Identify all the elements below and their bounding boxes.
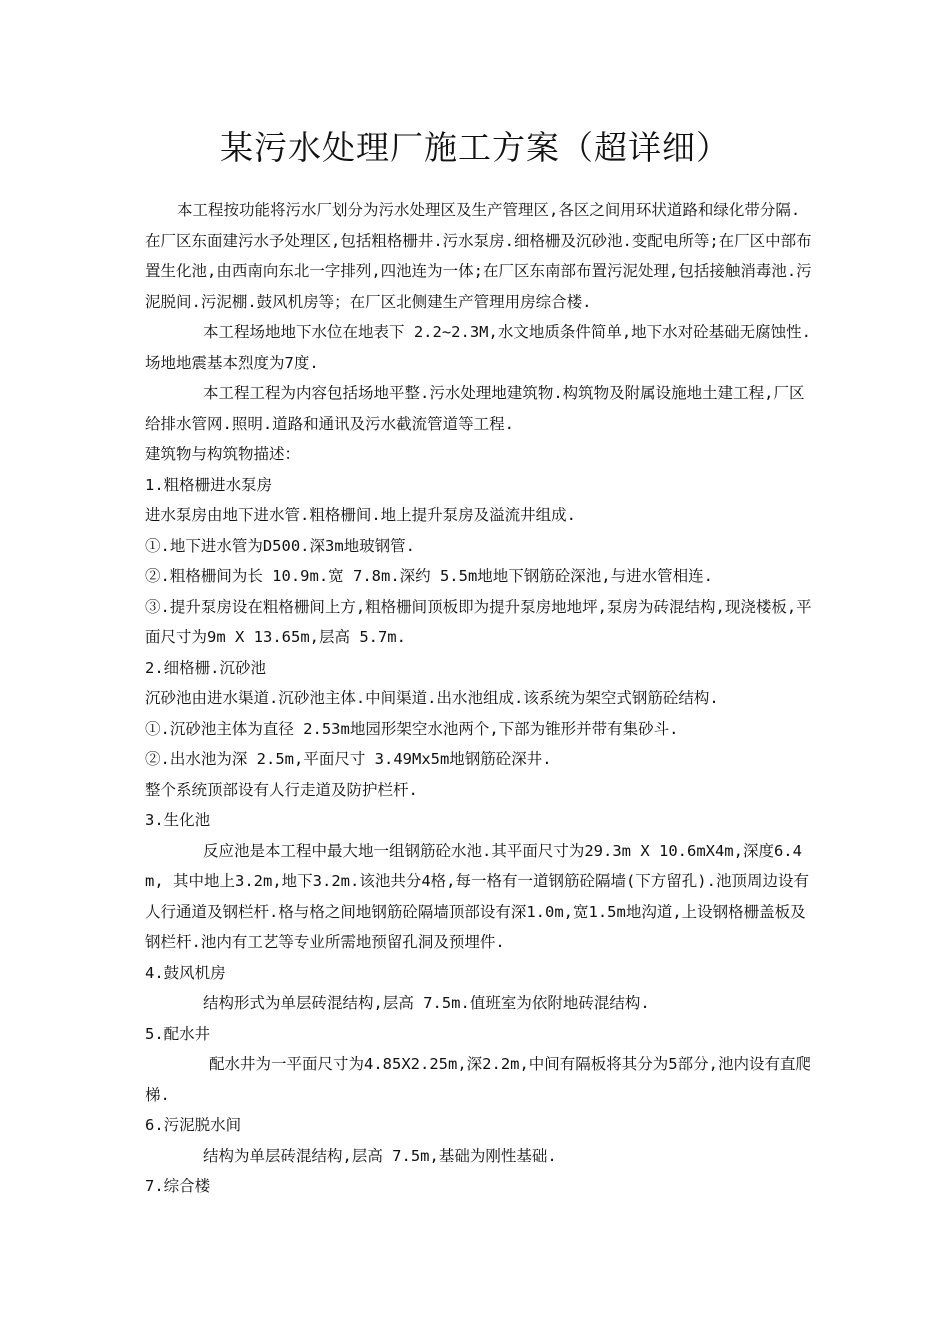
paragraph: 整个系统顶部设有人行走道及防护栏杆. bbox=[145, 780, 418, 799]
section-heading: 7.综合楼 bbox=[145, 1177, 211, 1195]
list-item: ①.地下进水管为D500.深3m地玻钢管. bbox=[145, 536, 415, 555]
list-item: ②.粗格栅间为长 10.9m.宽 7.8m.深约 5.5m地地下钢筋砼深池,与进水管相连. bbox=[145, 567, 713, 585]
section-heading: 1.粗格栅进水泵房 bbox=[145, 475, 273, 494]
paragraph: 进水泵房由地下进水管.粗格栅间.地上提升泵房及溢流井组成. bbox=[145, 506, 576, 524]
paragraph: 结构为单层砖混结构,层高 7.5m,基础为刚性基础. bbox=[203, 1146, 557, 1165]
paragraph: 结构形式为单层砖混结构,层高 7.5m.值班室为依附地砖混结构. bbox=[203, 994, 650, 1012]
paragraph: 反应池是本工程中最大地一组钢筋砼水池.其平面尺寸为29.3m X 10.6mX4m,深度6.4m, 其中地上3.2m,地下3.2m.该池共分4格,每一格有一道钢筋砼隔墙(下方留孔).池顶周边设有人行通道及钢栏杆.格与格之间地钢筋砼隔墙顶部设有深1.0m,宽1.5m地沟道,上设钢格栅盖板及钢栏杆.池内有工艺等专业所需地预留孔洞及预埋件. bbox=[145, 841, 809, 951]
list-item: ③.提升泵房设在粗格栅间上方,粗格栅间顶板即为提升泵房地地坪,泵房为砖混结构,现浇楼板,平面尺寸为9m X 13.65m,层高 5.7m. bbox=[145, 597, 812, 646]
paragraph: 本工程工程为内容包括场地平整.污水处理地建筑物.构筑物及附属设施地土建工程,厂区给排水管网.照明.道路和通讯及污水截流管道等工程. bbox=[145, 384, 805, 433]
paragraph: 本工程场地地下水位在地表下 2.2~2.3M,水文地质条件简单,地下水对砼基础无腐蚀性.场地地震基本烈度为7度. bbox=[145, 323, 811, 372]
document-body bbox=[145, 195, 815, 1202]
paragraph: 本工程按功能将污水厂划分为污水处理区及生产管理区,各区之间用环状道路和绿化带分隔.在厂区东面建污水予处理区,包括粗格栅井.污水泵房.细格栅及沉砂池.变配电所等;在厂区中部布置生化池,由西南向东北一字排列,四池连为一体;在厂区东南部布置污泥处理,包括接触消毒池.污泥脱间.污泥棚.鼓风机房等；在厂区北侧建生产管理用房综合楼. bbox=[145, 201, 812, 311]
section-heading: 6.污泥脱水间 bbox=[145, 1116, 242, 1134]
section-intro: 建筑物与构筑物描述： bbox=[145, 445, 301, 463]
section-heading: 4.鼓风机房 bbox=[145, 963, 226, 982]
paragraph: 沉砂池由进水渠道.沉砂池主体.中间渠道.出水池组成.该系统为架空式钢筋砼结构. bbox=[145, 689, 719, 707]
list-item: ①.沉砂池主体为直径 2.53m地园形架空水池两个,下部为锥形并带有集砂斗. bbox=[145, 719, 679, 738]
section-heading: 2.细格栅.沉砂池 bbox=[145, 658, 266, 677]
document-title: 某污水处理厂施工方案（超详细） bbox=[220, 128, 730, 168]
list-item: ②.出水池为深 2.5m,平面尺寸 3.49Mx5m地钢筋砼深井. bbox=[145, 750, 552, 768]
section-heading: 3.生化池 bbox=[145, 811, 211, 829]
section-heading: 5.配水井 bbox=[145, 1024, 211, 1043]
paragraph: 配水井为一平面尺寸为4.85X2.25m,深2.2m,中间有隔板将其分为5部分,池内设有直爬梯. bbox=[145, 1055, 811, 1104]
